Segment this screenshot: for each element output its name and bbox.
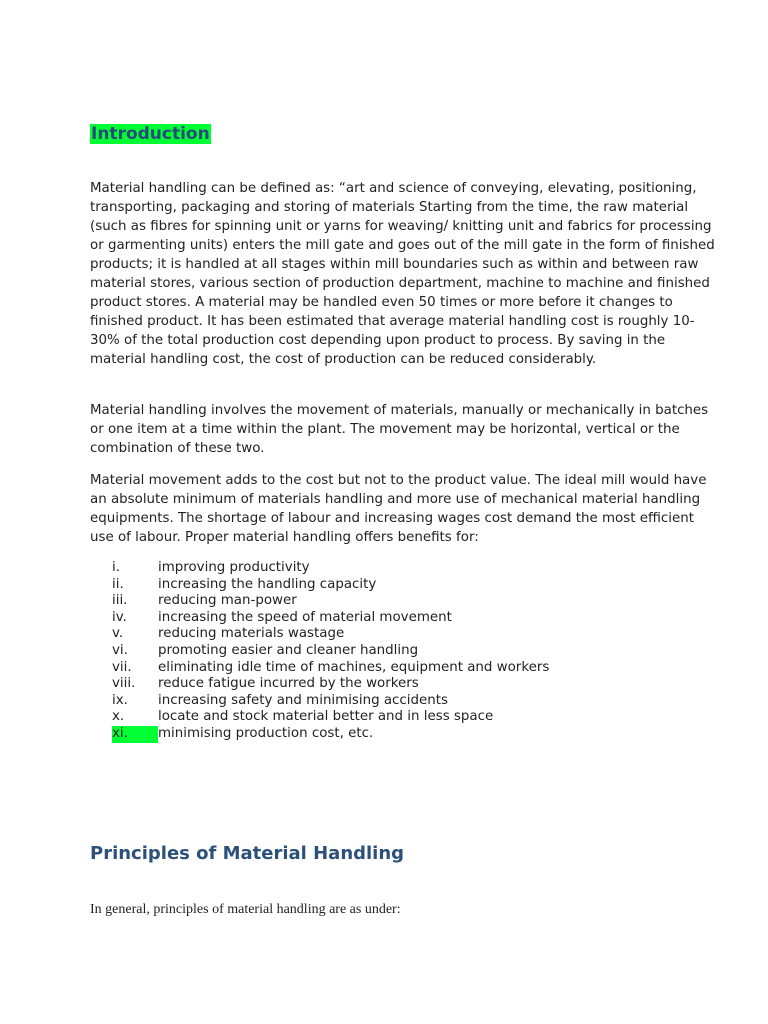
list-item-number: ii.	[112, 576, 124, 592]
list-item	[112, 693, 549, 710]
principles-heading: Principles of Material Handling	[90, 843, 405, 864]
benefits-list	[112, 560, 549, 743]
list-item	[112, 726, 549, 743]
list-item-text: increasing the handling capacity	[158, 576, 377, 592]
list-item-text: improving productivity	[158, 560, 310, 575]
list-item-number: iii.	[112, 593, 128, 609]
intro-paragraph-2: Material handling involves the movement of materials, manually or mechanically in batches or one item at a time within the plant. The movement may be horizontal, vertical or the combination of these two.	[90, 403, 709, 456]
list-item-number: i.	[112, 560, 120, 575]
list-item	[112, 676, 549, 693]
intro-paragraph-3: Material movement adds to the cost but not to the product value. The ideal mill would have an absolute minimum of materials handling and more use of mechanical material handling equipments. The shortage of labour and increasing wages cost demand the most efficient use of labour. Proper material handling offers benefits for:	[90, 473, 707, 545]
list-item-number: vi.	[112, 642, 128, 658]
list-item-number: iv.	[112, 609, 127, 625]
list-item	[112, 610, 549, 627]
list-item-text: minimising production cost, etc.	[158, 725, 374, 741]
list-item-text: eliminating idle time of machines, equipment and workers	[158, 659, 550, 675]
list-item-number: ix.	[112, 692, 128, 708]
list-item	[112, 660, 549, 677]
introduction-heading	[90, 124, 211, 145]
list-item	[112, 626, 549, 643]
list-item-text: increasing the speed of material movement	[158, 609, 452, 625]
list-item-text: promoting easier and cleaner handling	[158, 642, 419, 658]
list-item-number: viii.	[112, 676, 136, 692]
list-item-number: v.	[112, 626, 124, 642]
intro-paragraph-1: Material handling can be defined as: “art and science of conveying, elevating, positioning, transporting, packaging and storing of materials Starting from the time, the raw material (such as fibres for spinning unit or yarns for weaving/ knitting unit and fabrics for processing or garmenting units) enters the mill gate and goes out of the mill gate in the form of finished products; it is handled at all stages within mill boundaries such as within and between raw material stores, various section of production department, machine to machine and finished product stores. A material may be handled even 50 times or more before it changes to finished product. It has been estimated that average material handling cost is roughly 10-30% of the total production cost depending upon product to process. By saving in the material handling cost, the cost of production can be reduced considerably.	[90, 181, 715, 367]
list-item-text: reducing man-power	[158, 593, 297, 609]
list-item-text: increasing safety and minimising accidents	[158, 692, 448, 708]
list-item	[112, 709, 549, 726]
list-item-text: locate and stock material better and in less space	[158, 709, 494, 725]
principles-intro-text: In general, principles of material handling are as under:	[90, 902, 401, 917]
list-item-number: x.	[112, 709, 125, 725]
list-item-text: reducing materials wastage	[158, 626, 345, 642]
list-item	[112, 560, 549, 577]
list-item	[112, 577, 549, 594]
list-item	[112, 593, 549, 610]
list-item-number-highlighted: xi.	[112, 726, 158, 743]
list-item	[112, 643, 549, 660]
list-item-number: vii.	[112, 659, 132, 675]
list-item-text: reduce fatigue incurred by the workers	[158, 676, 419, 692]
introduction-heading-text: Introduction	[91, 124, 210, 144]
